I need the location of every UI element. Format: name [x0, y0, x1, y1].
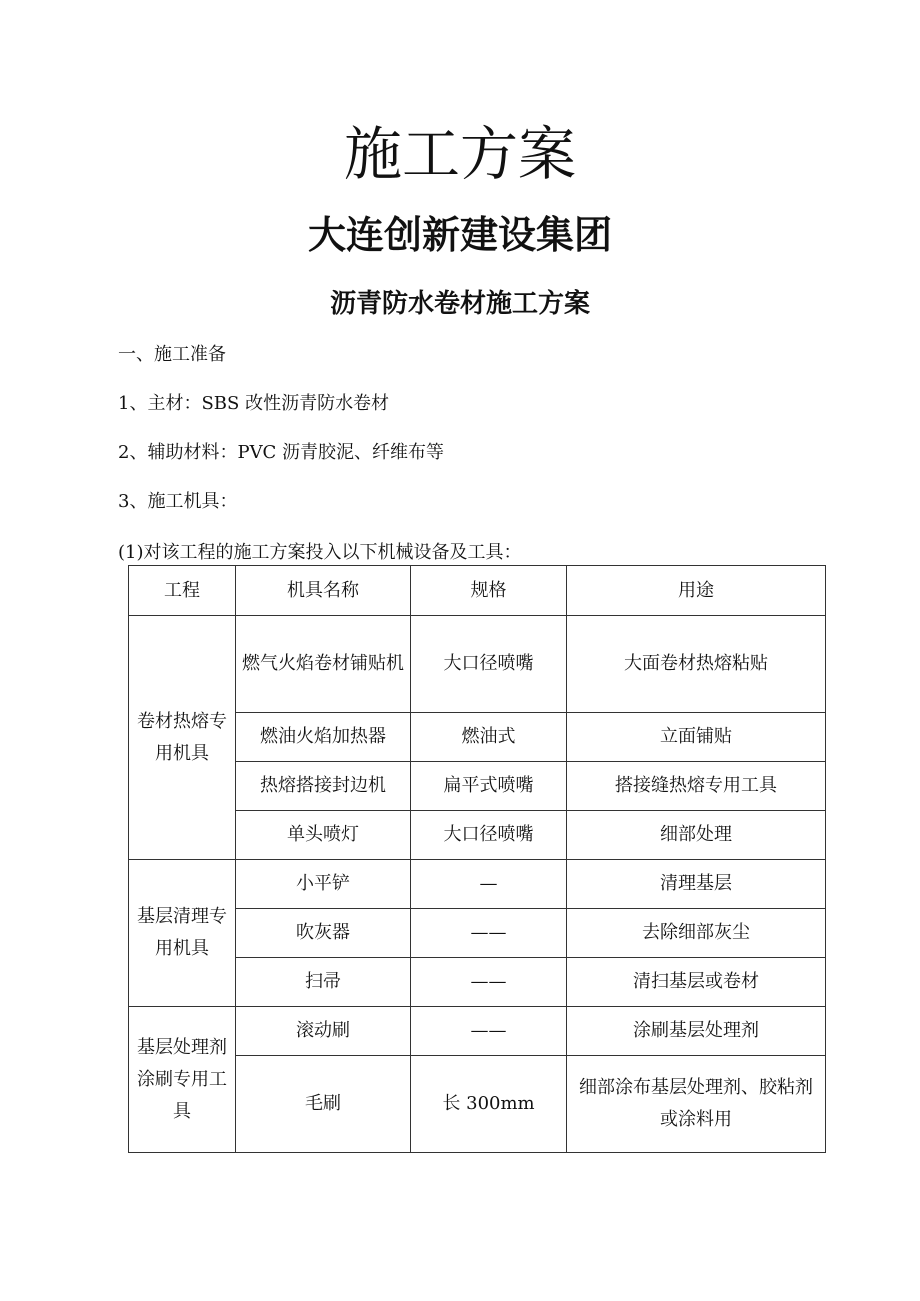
name-cell: 扫帚: [236, 958, 411, 1007]
project-cell: 基层处理剂涂刷专用工具: [129, 1007, 236, 1153]
usage-cell: 清扫基层或卷材: [567, 958, 826, 1007]
spec-cell: —: [411, 860, 567, 909]
usage-cell: 涂刷基层处理剂: [567, 1007, 826, 1056]
name-cell: 毛刷: [236, 1056, 411, 1153]
machines-line: 3、施工机具：: [118, 491, 238, 512]
main-material-line: 1、主材：SBS 改性沥青防水卷材: [118, 393, 390, 414]
company-name: 大连创新建设集团: [307, 213, 612, 257]
equipment-table: [128, 565, 826, 1153]
table-header-row: [129, 566, 826, 616]
table-row: [129, 860, 826, 909]
header-usage: 用途: [567, 566, 826, 616]
spec-cell: 大口径喷嘴: [411, 811, 567, 860]
section-heading-preparation: 一、施工准备: [118, 344, 226, 365]
table-row: [129, 1007, 826, 1056]
auxiliary-material-line: 2、辅助材料：PVC 沥青胶泥、纤维布等: [118, 442, 445, 463]
spec-cell: 长 300mm: [411, 1056, 567, 1153]
spec-cell: ——: [411, 1007, 567, 1056]
name-cell: 热熔搭接封边机: [236, 762, 411, 811]
project-cell: 基层清理专用机具: [129, 860, 236, 1007]
usage-cell: 细部涂布基层处理剂、胶粘剂或涂料用: [567, 1056, 826, 1153]
header-project: 工程: [129, 566, 236, 616]
usage-cell: 搭接缝热熔专用工具: [567, 762, 826, 811]
name-cell: 滚动刷: [236, 1007, 411, 1056]
usage-cell: 大面卷材热熔粘贴: [567, 616, 826, 713]
name-cell: 燃油火焰加热器: [236, 713, 411, 762]
spec-cell: 扁平式喷嘴: [411, 762, 567, 811]
table-intro-line: (1)对该工程的施工方案投入以下机械设备及工具：: [118, 542, 522, 563]
usage-cell: 立面铺贴: [567, 713, 826, 762]
spec-cell: ——: [411, 958, 567, 1007]
name-cell: 吹灰器: [236, 909, 411, 958]
usage-cell: 细部处理: [567, 811, 826, 860]
name-cell: 单头喷灯: [236, 811, 411, 860]
header-name: 机具名称: [236, 566, 411, 616]
usage-cell: 去除细部灰尘: [567, 909, 826, 958]
spec-cell: ——: [411, 909, 567, 958]
header-spec: 规格: [411, 566, 567, 616]
spec-cell: 大口径喷嘴: [411, 616, 567, 713]
name-cell: 小平铲: [236, 860, 411, 909]
spec-cell: 燃油式: [411, 713, 567, 762]
usage-cell: 清理基层: [567, 860, 826, 909]
document-subtitle: 沥青防水卷材施工方案: [329, 289, 590, 319]
document-title: 施工方案: [343, 120, 576, 188]
project-cell: 卷材热熔专用机具: [129, 616, 236, 860]
name-cell: 燃气火焰卷材铺贴机: [236, 616, 411, 713]
table-row: [129, 616, 826, 713]
